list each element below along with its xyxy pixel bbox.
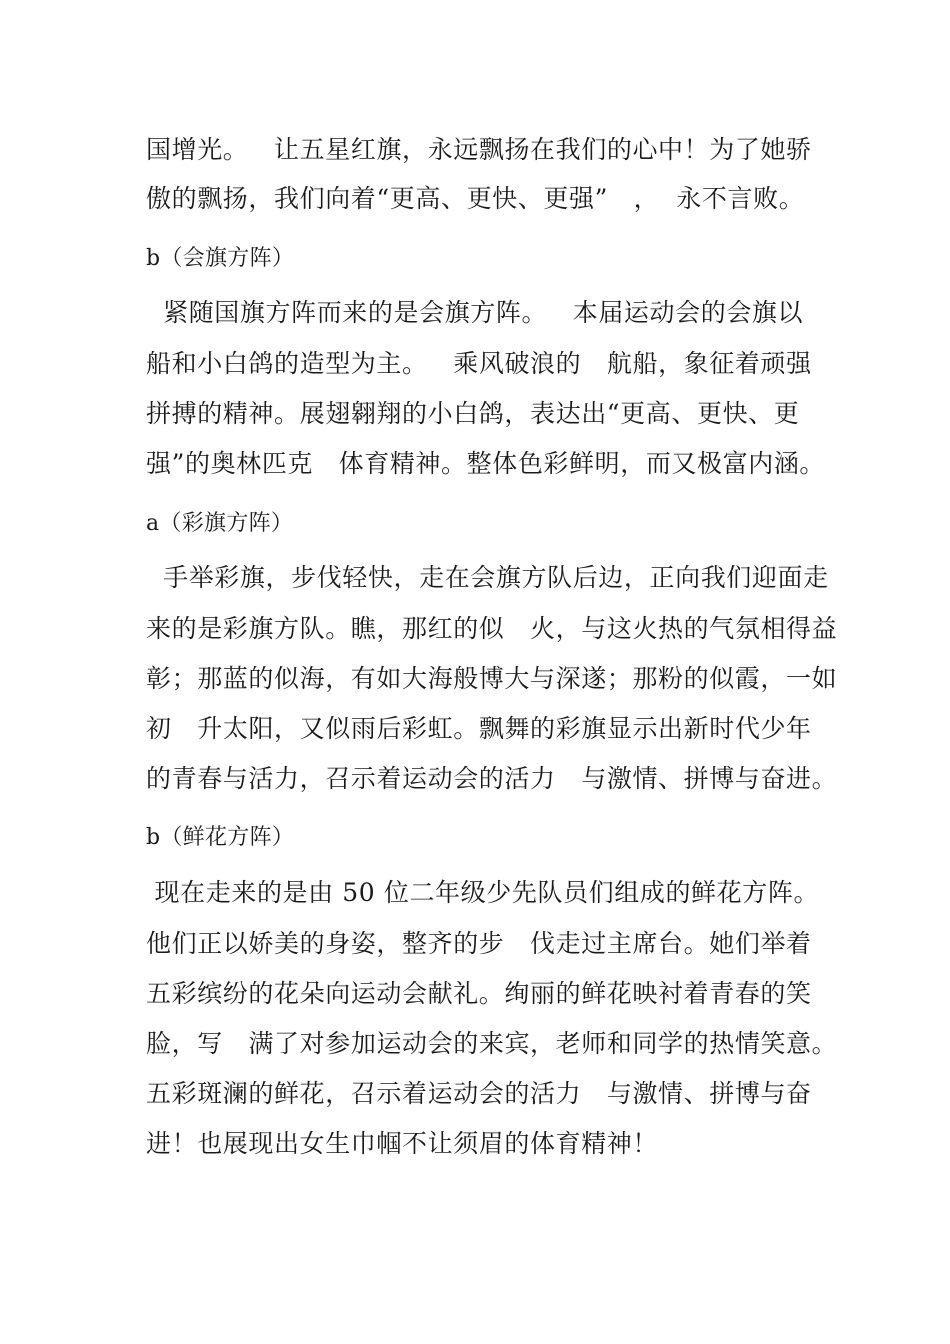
body-text-line: 脸，写 满了对参加运动会的来宾，老师和同学的热情笑意。 bbox=[146, 1029, 838, 1058]
body-text-line: 彰；那蓝的似海，有如大海般博大与深遂；那粉的似霞，一如 bbox=[146, 664, 838, 693]
body-text-line: 五彩斑澜的鲜花，召示着运动会的活力 与激情、拼博与奋 bbox=[146, 1079, 812, 1108]
body-text-line: 进！也展现出女生巾帼不让须眉的体育精神！ bbox=[146, 1129, 659, 1158]
body-text-line: 手举彩旗，步伐轻快，走在会旗方队后边，正向我们迎面走 bbox=[146, 563, 829, 592]
body-text-line: 的青春与活力，召示着运动会的活力 与激情、拼博与奋进。 bbox=[146, 764, 838, 793]
body-text-line: 国增光。 让五星红旗，永远飘扬在我们的心中！为了她骄 bbox=[146, 135, 812, 164]
body-text-line: 船和小白鸽的造型为主。 乘风破浪的 航船，象征着顽强 bbox=[146, 349, 812, 378]
body-text-line: 五彩缤纷的花朵向运动会献礼。绚丽的鲜花映衬着青春的笑 bbox=[146, 979, 812, 1008]
body-text-line: 来的是彩旗方队。瞧，那红的似 火，与这火热的气氛相得益 bbox=[146, 614, 838, 643]
body-text-line: 初 升太阳，又似雨后彩虹。飘舞的彩旗显示出新时代少年 bbox=[146, 714, 812, 743]
body-text-line: 现在走来的是由 50 位二年级少先队员们组成的鲜花方阵。 bbox=[146, 878, 820, 907]
body-text-line: 紧随国旗方阵而来的是会旗方阵。 本届运动会的会旗以 bbox=[146, 298, 804, 327]
body-text-line: 强”的奥林匹克 体育精神。整体色彩鲜明，而又极富内涵。 bbox=[146, 449, 826, 478]
section-heading: b（会旗方阵） bbox=[146, 246, 295, 271]
section-heading: a（彩旗方阵） bbox=[146, 511, 294, 536]
body-text-line: 拼搏的精神。展翅翱翔的小白鸽，表达出“更高、更快、更 bbox=[146, 399, 800, 428]
body-text-line: 他们正以娇美的身姿，整齐的步 伐走过主席台。她们举着 bbox=[146, 929, 812, 958]
section-heading: b（鲜花方阵） bbox=[146, 825, 295, 850]
body-text-line: 傲的飘扬，我们向着“更高、更快、更强” ， 永不言败。 bbox=[146, 184, 805, 213]
